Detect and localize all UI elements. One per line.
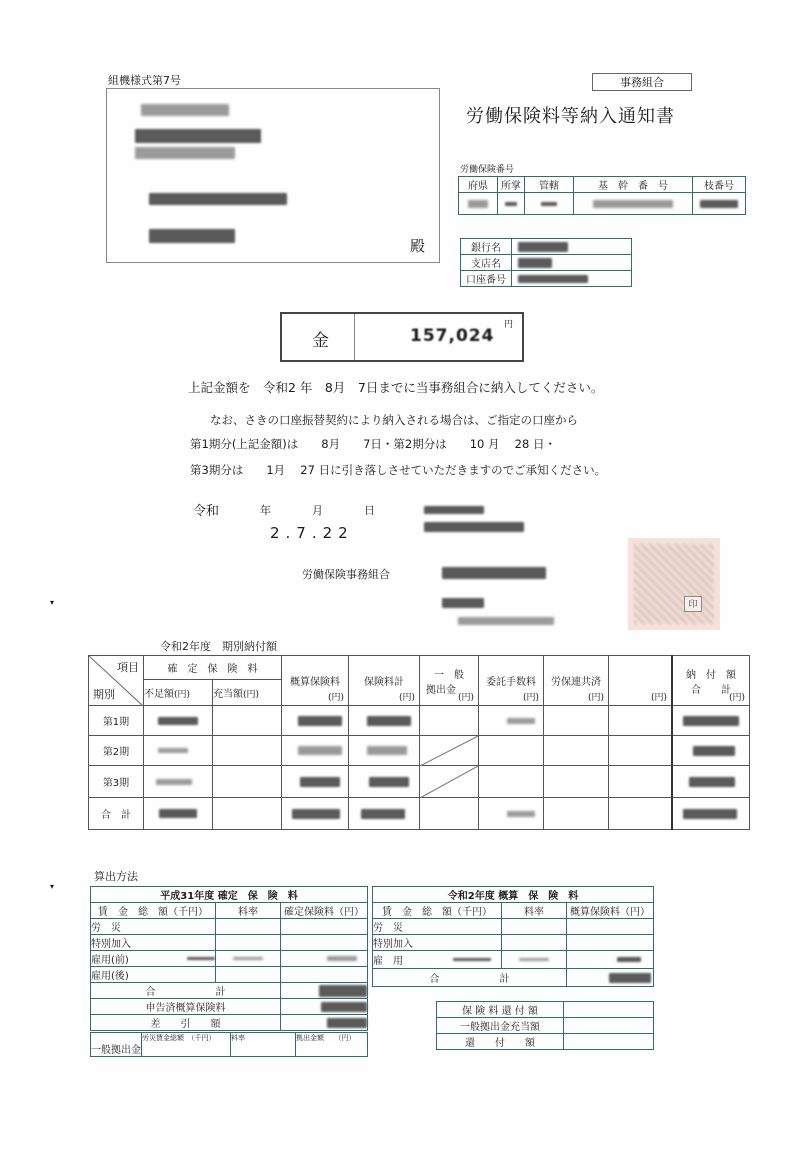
cell-itaku-total (479, 798, 544, 830)
cell-total-2 (672, 736, 750, 766)
cell-keisan-total (349, 798, 420, 830)
cell-rouho-total (544, 798, 609, 830)
cell-fusoku-total (144, 798, 213, 830)
row-label-3: 第3期 (89, 766, 144, 798)
cell-gaisan-3 (282, 766, 349, 798)
gaisan-row-rousai: 労 災 (373, 919, 502, 935)
header-total: 納 付 額 合 計 (円) (672, 656, 750, 706)
kakutei-total-value (281, 983, 368, 999)
gaisan-table (372, 886, 654, 987)
cell-rouho-1 (544, 706, 609, 736)
cell-rouho-3 (544, 766, 609, 798)
cell-total-total (672, 798, 750, 830)
branch-name-value (512, 255, 632, 271)
kakutei-rate-koyo-mae (216, 951, 281, 967)
margin-mark: ▾ (50, 598, 55, 607)
cell-rouho-2 (544, 736, 609, 766)
kakutei-amount-koyo-mae (281, 951, 368, 967)
date-value: 2.7.22 (270, 524, 354, 542)
cell-keisan-1 (349, 706, 420, 736)
date-era: 令和 (193, 504, 220, 519)
kakutei-row-tokubetsu: 特別加入 (91, 935, 216, 951)
insurance-number-cell (459, 193, 498, 215)
cell-fusoku-2 (144, 736, 213, 766)
gaisan-rate-koyo (502, 951, 567, 969)
diff-label: 差 引 額 (91, 1015, 281, 1031)
redacted-rep (442, 598, 484, 608)
notice-line-4: 第3期分は 1月 27 日に引き落しさせていただきますのでご承知ください。 (190, 463, 607, 477)
company-seal (628, 538, 720, 630)
cell-itaku-1 (479, 706, 544, 736)
cell-juto-2 (213, 736, 282, 766)
cell-total-3 (672, 766, 750, 798)
header-period: 期別 (93, 688, 115, 701)
kakutei-total-label: 合 計 (91, 983, 281, 999)
cell-juto-3 (213, 766, 282, 798)
levy-table (90, 1032, 368, 1057)
header-itaku: 委託手数料 (円) (479, 656, 544, 706)
header-kikan: 基 幹 番 号 (574, 177, 693, 193)
insurance-number-cell (498, 193, 525, 215)
declared-label: 申告済概算保険料 (91, 999, 281, 1015)
header-item: 項目 (117, 661, 139, 674)
bank-table (460, 238, 632, 287)
amount-label: 金 (312, 331, 329, 351)
cell-total-1 (672, 706, 750, 736)
bank-name-label: 銀行名 (461, 239, 512, 255)
redacted-association (442, 567, 546, 579)
kakutei-title: 平成31年度 確定 保 険 料 (91, 887, 368, 903)
seal-mark: 印 (684, 596, 702, 612)
cell-ippan-2 (420, 736, 479, 766)
header-edaban: 枝番号 (693, 177, 746, 193)
installments-title: 令和2年度 期別納付額 (160, 640, 277, 653)
insurance-number-cell (693, 193, 746, 215)
header-keisan: 保険料計 (円) (349, 656, 420, 706)
redacted-postcode (141, 104, 229, 116)
gaisan-col-amount: 概算保険料（円） (567, 903, 654, 919)
notice-line-3: 第1期分(上記金額)は 8月 7日・第2期分は 10 月 28 日・ (190, 437, 556, 451)
cell-fusoku-3 (144, 766, 213, 798)
levy-col-wage: 労災賃金総額 （千円） (142, 1033, 231, 1057)
refund-table (436, 1001, 654, 1050)
gaisan-row-koyo: 雇 用 (373, 951, 502, 969)
kakutei-col-rate: 料率 (216, 903, 281, 919)
header-item-period (89, 656, 144, 706)
levy-label: 一般拠出金 (91, 1033, 142, 1057)
redacted-addr (424, 506, 484, 514)
notice-line-1: 上記金額を 令和2 年 8月 7日までに当事務組合に納入してください。 (188, 380, 604, 395)
form-number: 組機様式第7号 (108, 74, 181, 87)
margin-mark: ▾ (50, 882, 55, 891)
association-label: 労働保険事務組合 (302, 568, 390, 581)
addressee-box (106, 88, 440, 263)
cell-blank-total (609, 798, 673, 830)
header-fusoku: 不足額(円) (144, 680, 213, 706)
bank-name-value (512, 239, 632, 255)
calc-title: 算出方法 (94, 870, 138, 883)
cell-blank-3 (609, 766, 673, 798)
gaisan-title: 令和2年度 概算 保 険 料 (373, 887, 654, 903)
cell-gaisan-total (282, 798, 349, 830)
kakutei-table (90, 886, 368, 1031)
cell-ippan-1 (420, 706, 479, 736)
insurance-number-cell (574, 193, 693, 215)
cell-keisan-3 (349, 766, 420, 798)
header-blank: (円) (609, 656, 673, 706)
addressee-suffix: 殿 (410, 237, 426, 255)
cell-gaisan-2 (282, 736, 349, 766)
cell-fusoku-1 (144, 706, 213, 736)
kakutei-row-koyo-go: 雇用(後) (91, 967, 216, 983)
gaisan-amount-koyo (567, 951, 654, 969)
gaisan-col-wage: 賃 金 総 額（千円） (373, 903, 502, 919)
header-rouho: 労保連共済 (円) (544, 656, 609, 706)
account-number-label: 口座番号 (461, 271, 512, 287)
account-number-value (512, 271, 632, 287)
refund-row-2: 一般拠出金充当額 (437, 1018, 564, 1034)
gaisan-col-rate: 料率 (502, 903, 567, 919)
cell-gaisan-1 (282, 706, 349, 736)
date-year-label: 年 (260, 504, 271, 517)
diff-value (281, 1015, 368, 1031)
kakutei-col-wage: 賃 金 総 額（千円） (91, 903, 216, 919)
row-label-1: 第1期 (89, 706, 144, 736)
amount-value: 157,024 (410, 326, 495, 346)
redacted-rep-2 (458, 617, 554, 625)
amount-unit: 円 (504, 320, 514, 330)
installments-table (88, 655, 750, 830)
redacted-address-2 (135, 147, 235, 159)
gaisan-row-tokubetsu: 特別加入 (373, 935, 502, 951)
refund-row-3: 還 付 額 (437, 1034, 564, 1050)
insurance-number-cell (525, 193, 574, 215)
cell-juto-1 (213, 706, 282, 736)
redacted-name (149, 229, 235, 243)
kakutei-row-koyo-mae: 雇用(前) (91, 951, 216, 967)
redacted-address (135, 129, 261, 143)
header-pref: 府県 (459, 177, 498, 193)
cell-juto-total (213, 798, 282, 830)
kakutei-col-amount: 確定保険料（円） (281, 903, 368, 919)
declared-value (281, 999, 368, 1015)
kakutei-row-rousai: 労 災 (91, 919, 216, 935)
header-kakutei: 確 定 保 険 料 (144, 656, 282, 680)
levy-col-rate: 料率 (231, 1033, 296, 1057)
date-day-label: 日 (364, 504, 375, 517)
issuer-badge: 事務組合 (592, 73, 692, 91)
redacted-company (149, 193, 287, 205)
gaisan-total-value (567, 969, 654, 987)
insurance-number-label: 労働保険番号 (460, 165, 515, 175)
gaisan-total-label: 合 計 (373, 969, 567, 987)
levy-col-amount: 拠出金額 （円） (296, 1033, 368, 1057)
insurance-number-table (458, 176, 746, 215)
redacted-addr-2 (424, 522, 524, 532)
header-juto: 充当額(円) (213, 680, 282, 706)
row-label-total: 合 計 (89, 798, 144, 830)
header-shosho: 所掌 (498, 177, 525, 193)
header-gaisan: 概算保険料 (円) (282, 656, 349, 706)
header-ippan: 一 般 拠出金 (円) (420, 656, 479, 706)
cell-blank-1 (609, 706, 673, 736)
refund-row-1: 保 険 料 還 付 額 (437, 1002, 564, 1018)
page-title: 労働保険料等納入通知書 (466, 106, 675, 127)
cell-itaku-3 (479, 766, 544, 798)
cell-keisan-2 (349, 736, 420, 766)
cell-ippan-3 (420, 766, 479, 798)
cell-blank-2 (609, 736, 673, 766)
amount-box (280, 312, 524, 362)
row-label-2: 第2期 (89, 736, 144, 766)
branch-name-label: 支店名 (461, 255, 512, 271)
date-month-label: 月 (312, 504, 323, 517)
cell-ippan-total (420, 798, 479, 830)
header-kankatsu: 管轄 (525, 177, 574, 193)
notice-line-2: なお、さきの口座振替契約により納入される場合は、ご指定の口座から (210, 413, 578, 427)
cell-itaku-2 (479, 736, 544, 766)
